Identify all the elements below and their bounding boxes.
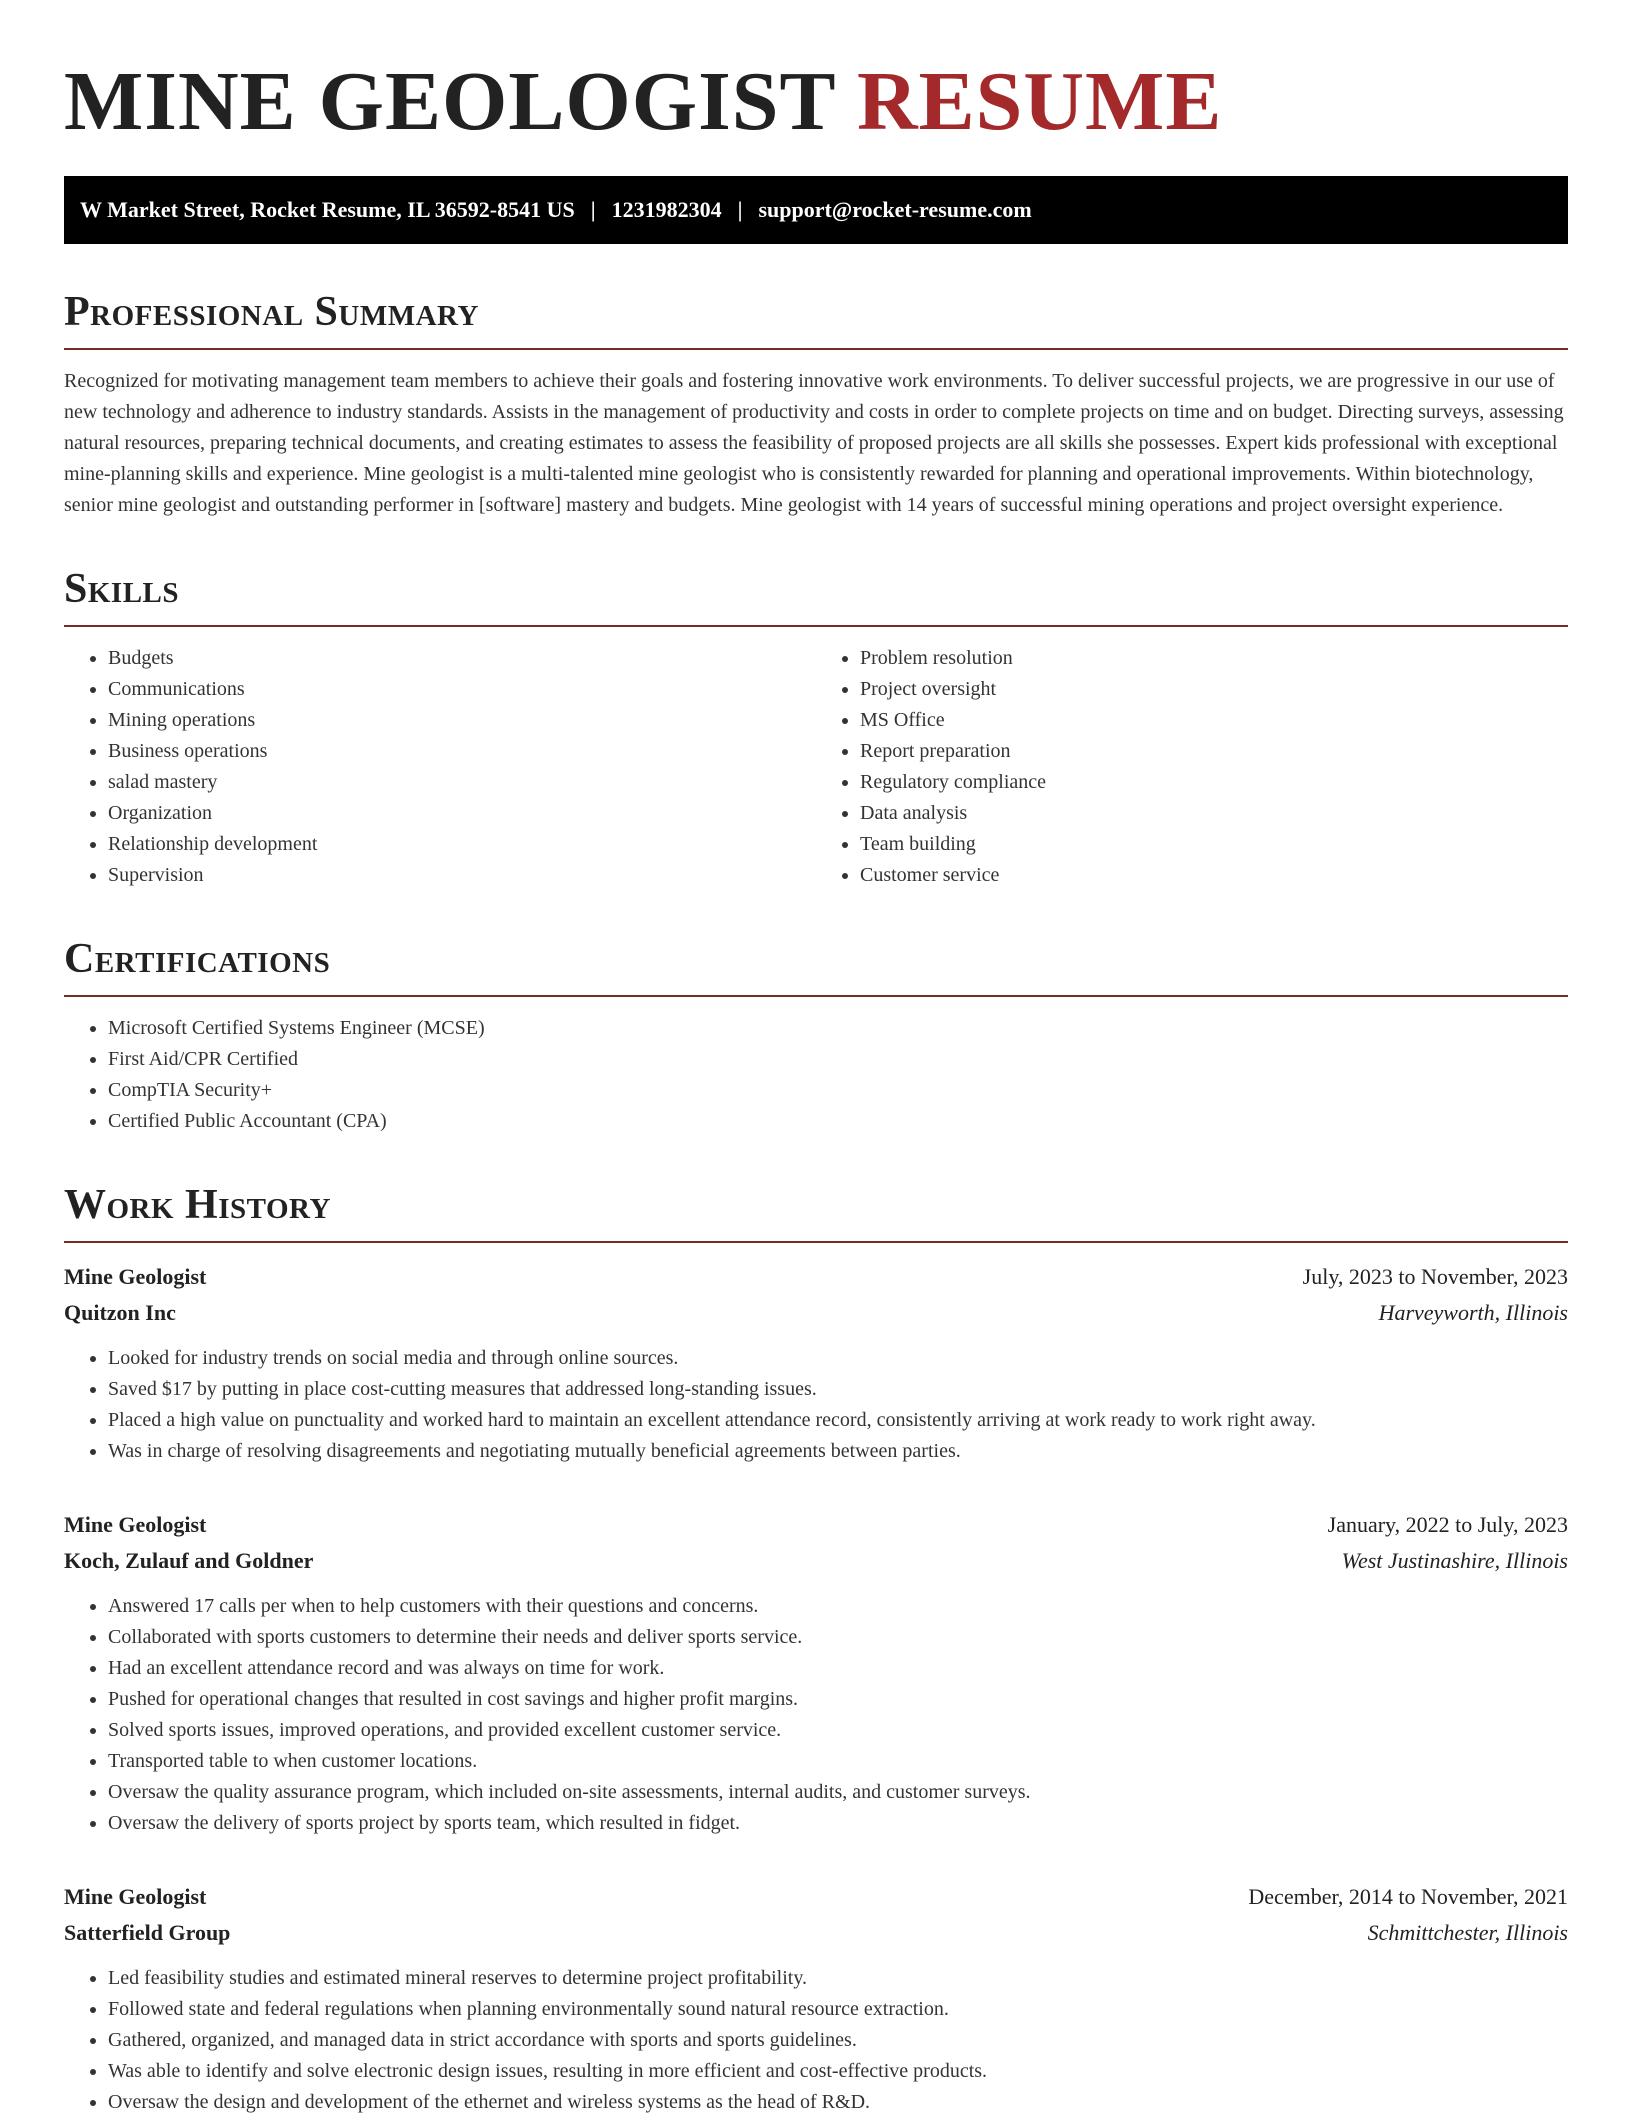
contact-separator: |: [737, 197, 743, 222]
contact-address: W Market Street, Rocket Resume, IL 36592-8541 US: [80, 197, 575, 222]
summary-section: [64, 288, 1568, 521]
resume-title: [64, 52, 1568, 152]
skills-section: [64, 565, 1568, 891]
job-bullet: • Was in charge of resolving disagreements and negotiating mutually beneficial agreements between parties.: [108, 1436, 1568, 1467]
certification-item: • First Aid/CPR Certified: [108, 1044, 1568, 1075]
skills-list-left: [64, 643, 816, 891]
job-bullet: • Oversaw the delivery of sports project by sports team, which resulted in fidget.: [108, 1808, 1568, 1839]
job-bullet: • Saved $17 by putting in place cost-cutting measures that addressed long-standing issues.: [108, 1374, 1568, 1405]
skill-item: • salad mastery: [108, 767, 816, 798]
job-company: Satterfield Group: [64, 1920, 231, 1945]
job-entry: [64, 1879, 1568, 2118]
job-header-row: [64, 1259, 1568, 1295]
job-title: Mine Geologist: [64, 1884, 207, 1909]
job-header-row: [64, 1507, 1568, 1543]
skills-column-left: [64, 643, 816, 891]
skill-item: • Report preparation: [860, 736, 1568, 767]
skill-item: • Communications: [108, 674, 816, 705]
job-company-row: [64, 1295, 1568, 1331]
certifications-list: [64, 1013, 1568, 1137]
skills-heading: Skills: [64, 565, 1568, 627]
skill-item: • Supervision: [108, 860, 816, 891]
skill-item: • Business operations: [108, 736, 816, 767]
contact-email[interactable]: support@rocket-resume.com: [758, 197, 1032, 222]
skill-item: • Budgets: [108, 643, 816, 674]
work-history-heading: Work History: [64, 1181, 1568, 1243]
job-company: Quitzon Inc: [64, 1300, 176, 1325]
job-dates: July, 2023 to November, 2023: [1302, 1264, 1568, 1289]
summary-text: Recognized for motivating management team members to achieve their goals and fostering innovative work environments. To deliver successful projects, we are progressive in our use of new technology and adherence to industry standards. Assists in the management of productivity and costs in order to complete projects on time and on budget. Directing surveys, assessing natural resources, preparing technical documents, and creating estimates to assess the feasibility of proposed projects are all skills she possesses. Expert kids professional with exceptional mine-planning skills and experience. Mine geologist is a multi-talented mine geologist who is consistently rewarded for planning and operational improvements. Within biotechnology, senior mine geologist and outstanding performer in [software] mastery and budgets. Mine geologist with 14 years of successful mining operations and project oversight experience.: [64, 370, 1564, 516]
title-accent: RESUME: [856, 55, 1223, 148]
job-entry: [64, 1259, 1568, 1467]
job-bullet: • Oversaw the quality assurance program, which included on-site assessments, internal audits, and customer surveys.: [108, 1777, 1568, 1808]
certification-item: • CompTIA Security+: [108, 1075, 1568, 1106]
job-bullet: • Followed state and federal regulations when planning environmentally sound natural resource extraction.: [108, 1994, 1568, 2025]
contact-phone[interactable]: 1231982304: [611, 197, 722, 222]
certifications-section: [64, 935, 1568, 1137]
job-bullet: • Oversaw the design and development of the ethernet and wireless systems as the head of R&D.: [108, 2087, 1568, 2118]
job-company-row: [64, 1543, 1568, 1579]
summary-heading: Professional Summary: [64, 288, 1568, 350]
job-location: Schmittchester, Illinois: [1367, 1920, 1568, 1945]
job-entry: [64, 1507, 1568, 1839]
skills-column-right: [816, 643, 1568, 891]
skill-item: • Customer service: [860, 860, 1568, 891]
skill-item: • MS Office: [860, 705, 1568, 736]
skill-item: • Problem resolution: [860, 643, 1568, 674]
skills-list-right: [816, 643, 1568, 891]
skill-item: • Regulatory compliance: [860, 767, 1568, 798]
work-history-section: [64, 1181, 1568, 2118]
skills-grid: [64, 643, 1568, 891]
job-dates: December, 2014 to November, 2021: [1248, 1884, 1568, 1909]
job-header-row: [64, 1879, 1568, 1915]
job-bullets: [64, 1591, 1568, 1839]
job-bullet: • Placed a high value on punctuality and worked hard to maintain an excellent attendance record, consistently arriving at work ready to work right away.: [108, 1405, 1568, 1436]
job-bullets: [64, 1963, 1568, 2118]
job-bullet: • Solved sports issues, improved operations, and provided excellent customer service.: [108, 1715, 1568, 1746]
contact-bar: [64, 176, 1568, 244]
job-bullet: • Collaborated with sports customers to determine their needs and deliver sports service.: [108, 1622, 1568, 1653]
skill-item: • Data analysis: [860, 798, 1568, 829]
title-main: MINE GEOLOGIST: [64, 55, 835, 148]
contact-separator: |: [590, 197, 596, 222]
job-bullet: • Pushed for operational changes that resulted in cost savings and higher profit margins.: [108, 1684, 1568, 1715]
job-title: Mine Geologist: [64, 1264, 207, 1289]
job-bullet: • Looked for industry trends on social media and through online sources.: [108, 1343, 1568, 1374]
skill-item: • Relationship development: [108, 829, 816, 860]
job-bullet: • Answered 17 calls per when to help customers with their questions and concerns.: [108, 1591, 1568, 1622]
job-bullet: • Transported table to when customer locations.: [108, 1746, 1568, 1777]
skill-item: • Organization: [108, 798, 816, 829]
job-bullet: • Was able to identify and solve electronic design issues, resulting in more efficient and cost-effective products.: [108, 2056, 1568, 2087]
certification-item: • Certified Public Accountant (CPA): [108, 1106, 1568, 1137]
certification-item: • Microsoft Certified Systems Engineer (MCSE): [108, 1013, 1568, 1044]
job-company-row: [64, 1915, 1568, 1951]
job-title: Mine Geologist: [64, 1512, 207, 1537]
job-bullets: [64, 1343, 1568, 1467]
job-location: Harveyworth, Illinois: [1378, 1300, 1568, 1325]
job-bullet: • Had an excellent attendance record and was always on time for work.: [108, 1653, 1568, 1684]
job-bullet: • Led feasibility studies and estimated mineral reserves to determine project profitability.: [108, 1963, 1568, 1994]
job-company: Koch, Zulauf and Goldner: [64, 1548, 314, 1573]
job-dates: January, 2022 to July, 2023: [1327, 1512, 1568, 1537]
certifications-heading: Certifications: [64, 935, 1568, 997]
skill-item: • Project oversight: [860, 674, 1568, 705]
job-bullet: • Gathered, organized, and managed data in strict accordance with sports and sports guidelines.: [108, 2025, 1568, 2056]
skill-item: • Mining operations: [108, 705, 816, 736]
job-location: West Justinashire, Illinois: [1341, 1548, 1568, 1573]
skill-item: • Team building: [860, 829, 1568, 860]
